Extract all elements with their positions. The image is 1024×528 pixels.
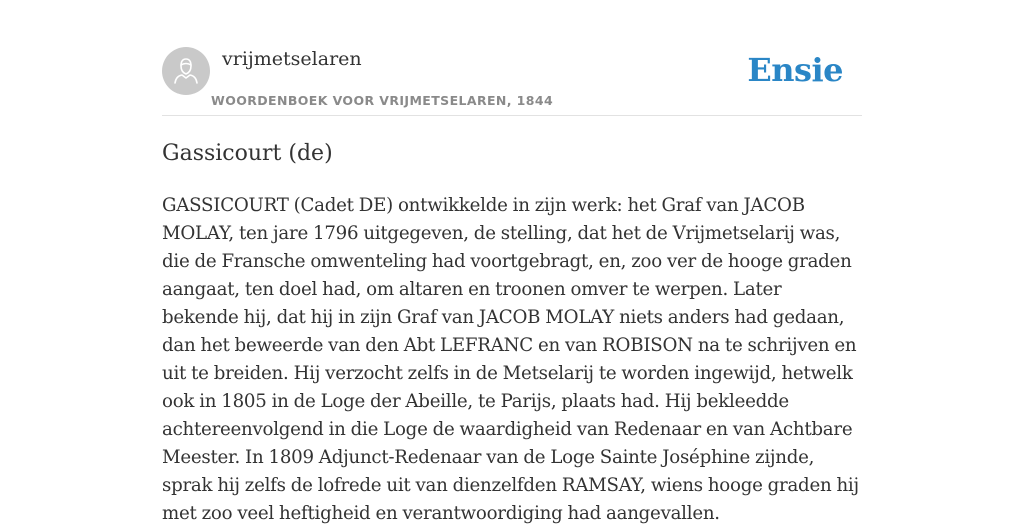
article-header	[162, 47, 862, 116]
avatar[interactable]	[162, 47, 210, 95]
source-label[interactable]: WOORDENBOEK VOOR VRIJMETSELAREN, 1844	[211, 93, 554, 108]
ensie-logo[interactable]: Ensie	[747, 51, 843, 89]
author-name[interactable]: vrijmetselaren	[222, 48, 362, 70]
user-silhouette-icon	[162, 47, 210, 95]
article-body: GASSICOURT (Cadet DE) ontwikkelde in zijn werk: het Graf van JACOB MOLAY, ten jare 1796 uitgegeven, de stelling, dat het de Vrijmetselarij was, die de Fransche omwenteling had voortgebragt, en, zoo ver de hooge graden aangaat, ten doel had, om altaren en troonen omver te werpen. Later bekende hij, dat hij in zijn Graf van JACOB MOLAY niets anders had gedaan, dan het beweerde van den Abt LEFRANC en van ROBISON na te schrijven en uit te breiden. Hij verzocht zelfs in de Metselarij te worden ingewijd, hetwelk ook in 1805 in de Loge der Abeille, te Parijs, plaats had. Hij bekleedde achtereenvolgend in die Loge de waardigheid van Redenaar en van Achtbare Meester. In 1809 Adjunct-Redenaar van de Loge Sainte Joséphine zijnde, sprak hij zelfs de lofrede uit van dienzelfden RAMSAY, wiens hooge graden hij met zoo veel heftigheid en verantwoordiging had aangevallen.	[162, 195, 859, 524]
article-title: Gassicourt (de)	[162, 141, 333, 166]
